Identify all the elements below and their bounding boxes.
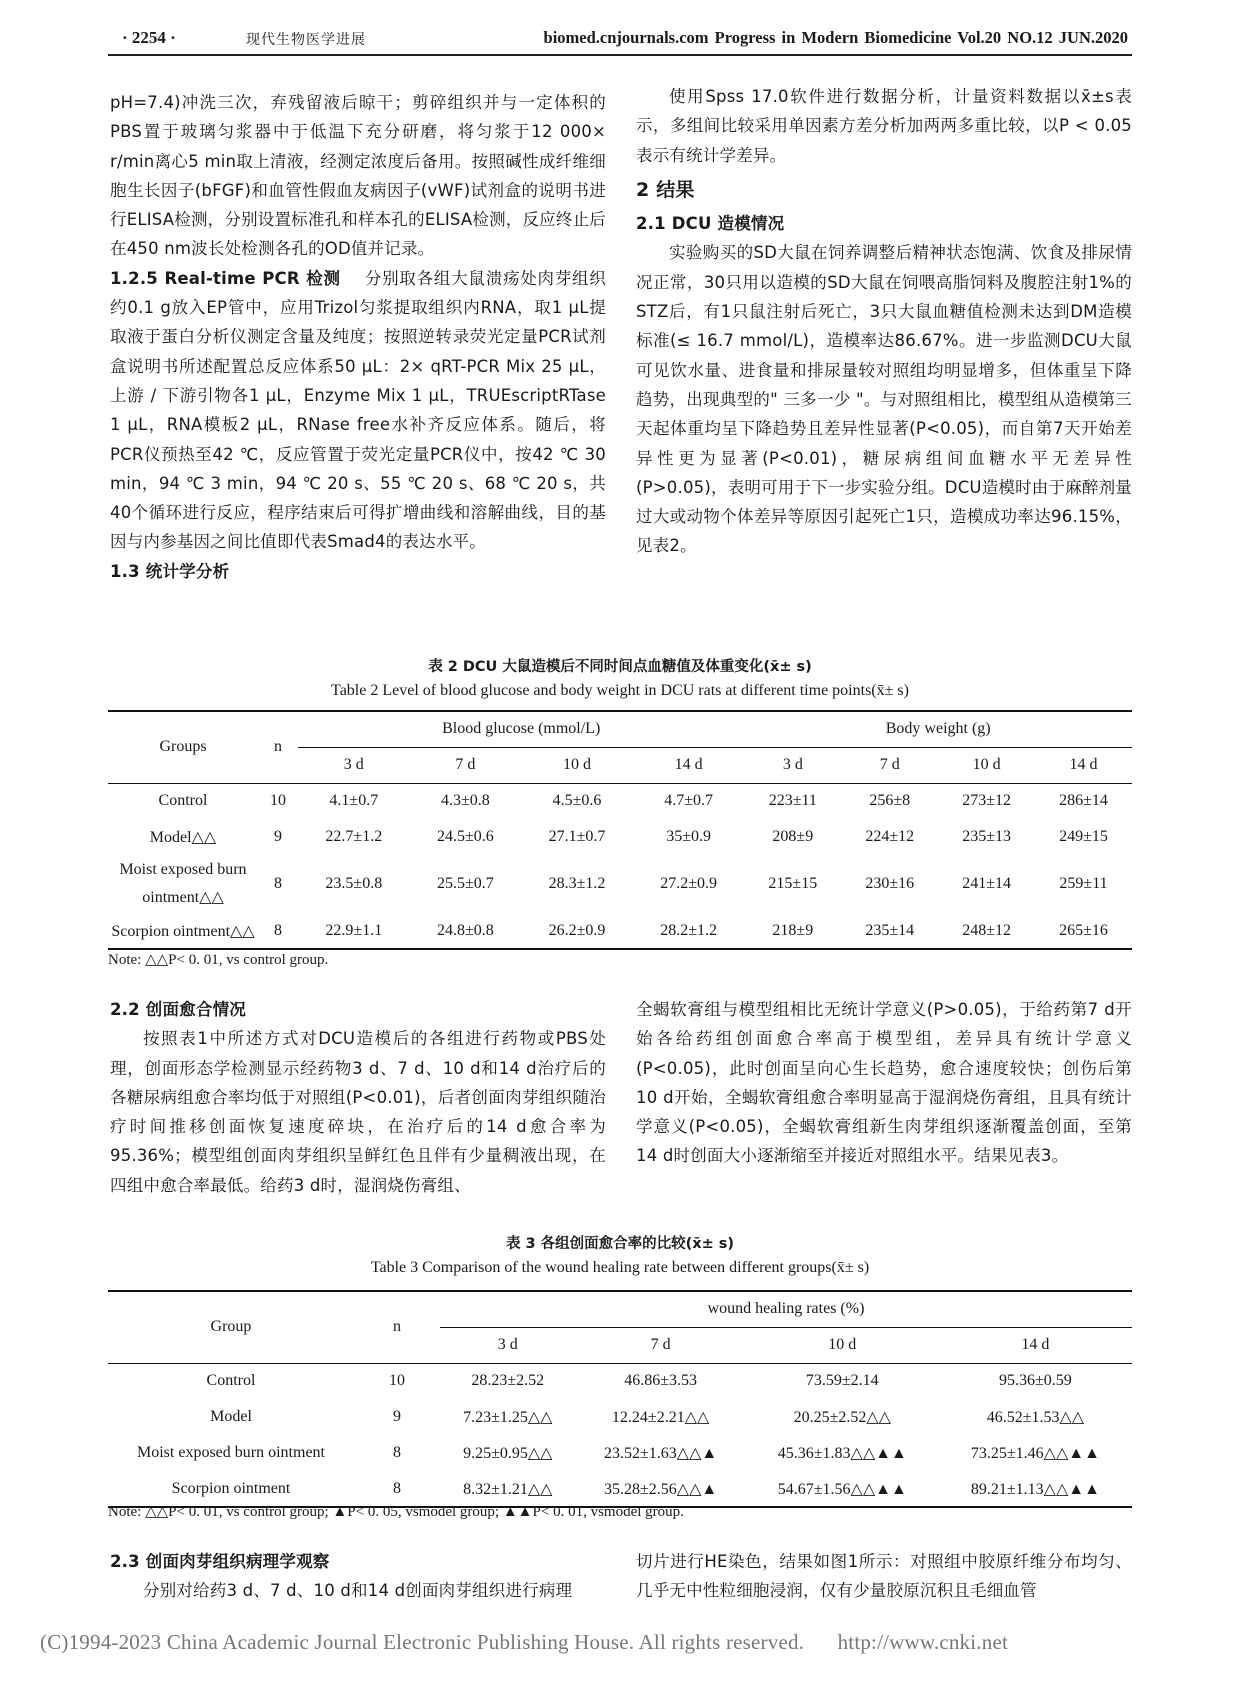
day-header: 7 d [576, 1327, 746, 1363]
value-cell: 45.36±1.83△△▲▲ [777, 1445, 907, 1462]
value-cell: 265±16 [1035, 913, 1132, 949]
value-cell: 25.5±0.7 [437, 875, 494, 892]
value-cell: 286±14 [1059, 792, 1108, 810]
group-cell [108, 855, 258, 913]
day-header: 14 d [939, 1327, 1132, 1363]
value-cell: 27.2±0.9 [660, 875, 717, 892]
value-cell: 89.21±1.13△△▲▲ [939, 1471, 1132, 1507]
section-heading: 2 结果 [636, 178, 695, 201]
day-header: 14 d [1035, 747, 1132, 783]
value-cell: 208±9 [772, 828, 814, 845]
value-cell: 73.25±1.46△△▲▲ [970, 1445, 1100, 1462]
table2 [108, 710, 1132, 950]
value-cell: 28.2±1.2 [633, 913, 745, 949]
value-cell: 24.5±0.6 [437, 828, 494, 845]
table-row [108, 1399, 1132, 1435]
day-header: 10 d [521, 747, 633, 783]
value-cell: 46.52±1.53△△ [986, 1409, 1085, 1426]
table2-caption [108, 655, 1132, 700]
subsection-heading: 1.3 统计学分析 [110, 561, 230, 581]
col-n: n [354, 1291, 440, 1363]
table-row [108, 913, 1132, 949]
value-cell: 249±15 [1059, 828, 1108, 845]
table3-caption [108, 1232, 1132, 1277]
value-cell: 46.86±3.53 [624, 1372, 698, 1390]
day-header: 7 d [841, 747, 938, 783]
value-cell: 95.36±0.59 [999, 1372, 1072, 1390]
group-cell: Moist exposed burn ointment [137, 1444, 325, 1461]
page-header [108, 26, 1132, 56]
value-cell: 4.3±0.8 [441, 792, 490, 810]
day-header: 3 d [440, 1327, 576, 1363]
table3-caption-en: Table 3 Comparison of the wound healing rate between different groups(x̄± s) [370, 1259, 870, 1276]
value-cell: 23.52±1.63△△▲ [604, 1445, 718, 1462]
day-header: 3 d [744, 747, 841, 783]
value-cell: 223±11 [768, 792, 817, 810]
table-row [108, 1435, 1132, 1471]
value-cell: 235±13 [962, 828, 1011, 845]
table2-caption-cn: 表 2 DCU 大鼠造模后不同时间点血糖值及体重变化(x̄± s) [428, 659, 812, 675]
value-cell: 218±9 [744, 913, 841, 949]
col-groups: Groups [108, 711, 258, 783]
day-header: 14 d [633, 747, 745, 783]
table3 [108, 1290, 1132, 1508]
blood-glucose-header: Blood glucose (mmol/L) [298, 711, 744, 747]
value-cell: 4.7±0.7 [664, 792, 713, 810]
value-cell: 12.24±2.21△△ [611, 1409, 710, 1426]
value-cell: 22.9±1.1 [298, 913, 410, 949]
subsection-heading: 2.1 DCU 造模情况 [636, 214, 785, 234]
value-cell: 235±14 [841, 913, 938, 949]
n-cell: 8 [258, 913, 298, 949]
paragraph: 切片进行HE染色，结果如图1所示：对照组中胶原纤维分布均匀、几乎无中性粒细胞浸润，仅有少量胶原沉积且毛细血管 [636, 1552, 1132, 1601]
value-cell: 7.23±1.25△△ [463, 1409, 553, 1426]
table2-note: Note: △△P< 0. 01, vs control group. [108, 952, 329, 968]
table-row [108, 1363, 1132, 1399]
table-row [108, 819, 1132, 855]
table3-note: Note: △△P< 0. 01, vs control group; ▲P< 0. 05, vsmodel group; ▲▲P< 0. 01, vsmodel group. [108, 1504, 684, 1520]
left-column-middle [110, 995, 606, 1200]
right-column-top [636, 82, 1132, 561]
group-cell: Model [210, 1408, 252, 1425]
right-column-middle [636, 995, 1132, 1171]
value-cell: 224±12 [865, 828, 915, 845]
n-cell: 10 [270, 792, 286, 810]
value-cell: 22.7±1.2 [325, 828, 383, 845]
col-group: Group [108, 1291, 354, 1363]
group-name-line1: Moist exposed burn [119, 861, 247, 878]
value-cell: 8.32±1.21△△ [440, 1471, 576, 1507]
table-row [108, 783, 1132, 819]
left-column-bottom [110, 1547, 606, 1606]
value-cell: 248±12 [938, 913, 1035, 949]
value-cell: 26.2±0.9 [521, 913, 633, 949]
copyright-footer [40, 1630, 1036, 1655]
day-header: 10 d [938, 747, 1035, 783]
value-cell: 35±0.9 [666, 828, 711, 845]
day-header: 3 d [298, 747, 410, 783]
day-header: 10 d [746, 1327, 939, 1363]
page-number: · 2254 · [122, 28, 176, 47]
value-cell: 241±14 [962, 875, 1011, 892]
paragraph: 按照表1中所述方式对DCU造模后的各组进行药物或PBS处理，创面形态学检测显示经药物3 d、7 d、10 d和14 d治疗后的各糖尿病组愈合率均低于对照组(P<0.01)，后者创面肉芽组织随治疗时间推移创面恢复速度碎块，在治疗后的14 d愈合率为95.36%；模型组创面肉芽组织呈鲜红色且伴有少量稠液出现，在四组中愈合率最低。给药3 d时，湿润烧伤膏组、 [110, 1029, 606, 1195]
value-cell: 23.5±0.8 [325, 875, 383, 892]
paragraph: 实验购买的SD大鼠在饲养调整后精神状态饱满、饮食及排尿情况正常，30只用以造模的SD大鼠在饲喂高脂饲料及腹腔注射1%的STZ后，有1只鼠注射后死亡，3只大鼠血糖值检测未达到DM造模标准(≤ 16.7 mmol/L)，造模率达86.67%。进一步监测DCU大鼠可见饮水量、进食量和排尿量较对照组均明显增多，但体重呈下降趋势，出现典型的" 三多一少 "。与对照组相比，模型组从造模第三天起体重均呈下降趋势且差异性显著(P<0.05)，而自第7天开始差异性更为显著(P<0.01)，糖尿病组间血糖水平无差异性(P>0.05)，表明可用于下一步实验分组。DCU造模时由于麻醉剂量过大或动物个体差异等原因引起死亡1只，造模成功率达96.15%，见表2。 [636, 243, 1132, 556]
value-cell: 20.25±2.52△△ [793, 1409, 891, 1426]
col-n: n [258, 711, 298, 783]
body-weight-header: Body weight (g) [744, 711, 1132, 747]
value-cell: 28.3±1.2 [548, 875, 606, 892]
subsection-heading: 2.2 创面愈合情况 [110, 1000, 246, 1019]
value-cell: 9.25±0.95△△ [463, 1445, 553, 1462]
n-cell: 8 [274, 875, 282, 892]
value-cell: 27.1±0.7 [548, 828, 606, 845]
value-cell: 273±12 [962, 792, 1011, 810]
table-row [108, 855, 1132, 913]
group-cell: Model△△ [149, 829, 217, 846]
subsection-heading: 2.3 创面肉芽组织病理学观察 [110, 1552, 330, 1571]
value-cell: 230±16 [865, 875, 915, 892]
footer-url[interactable]: http://www.cnki.net [837, 1630, 1008, 1654]
value-cell: 4.5±0.6 [552, 792, 602, 810]
paragraph: 分别对给药3 d、7 d、10 d和14 d创面肉芽组织进行病理 [143, 1581, 573, 1601]
group-cell: Control [206, 1372, 256, 1390]
value-cell: 73.59±2.14 [805, 1372, 879, 1390]
value-cell: 35.28±2.56△△▲ [576, 1471, 746, 1507]
day-header: 7 d [410, 747, 522, 783]
copyright-text: (C)1994-2023 China Academic Journal Electronic Publishing House. All rights reserved. [40, 1630, 805, 1654]
subsection-heading: 1.2.5 Real-time PCR 检测 [110, 268, 341, 288]
journal-title-cn: 现代生物医学进展 [246, 32, 366, 48]
group-cell: Control [158, 792, 208, 810]
value-cell: 54.67±1.56△△▲▲ [746, 1471, 939, 1507]
value-cell: 24.8±0.8 [410, 913, 522, 949]
n-cell: 10 [389, 1372, 405, 1390]
value-cell: 4.1±0.7 [329, 792, 379, 810]
value-cell: 28.23±2.52 [471, 1372, 545, 1390]
group-name-line2: ointment△△ [142, 889, 224, 906]
n-cell: 8 [393, 1444, 401, 1461]
paragraph: pH=7.4)冲洗三次，弃残留液后晾干；剪碎组织并与一定体积的PBS置于玻璃匀浆器中于低温下充分研磨，将匀浆于12 000× r/min离心5 min取上清液，经测定浓度后备用。按照碱性成纤维细胞生长因子(bFGF)和血管性假血友病因子(vWF)试剂盒的说明书进行ELISA检测，分别设置标准孔和样本孔的ELISA检测，反应终止后在450 nm波长处检测各孔的OD值并记录。 [110, 93, 606, 259]
wound-rate-header: wound healing rates (%) [440, 1291, 1132, 1327]
paragraph: 全蝎软膏组与模型组相比无统计学意义(P>0.05)，于给药第7 d开始各给药组创面愈合率高于模型组，差异具有统计学意义(P<0.05)，此时创面呈向心生长趋势，愈合速度较快；创伤后第10 d开始，全蝎软膏组愈合率明显高于湿润烧伤膏组，且具有统计学意义(P<0.05)，全蝎软膏组新生肉芽组织逐渐覆盖创面，至第14 d时创面大小逐渐缩至并接近对照组水平。结果见表3。 [636, 1000, 1132, 1166]
table3-caption-cn: 表 3 各组创面愈合率的比较(x̄± s) [505, 1236, 735, 1252]
n-cell: 9 [274, 828, 282, 845]
paragraph: 使用Spss 17.0软件进行数据分析，计量资料数据以x̄±s表示，多组间比较采用单因素方差分析加两两多重比较，以P < 0.05表示有统计学差异。 [636, 87, 1132, 165]
right-column-bottom [636, 1547, 1132, 1606]
n-cell: 8 [354, 1471, 440, 1507]
group-cell: Scorpion ointment [108, 1471, 354, 1507]
section-1-2-5 [110, 264, 606, 557]
n-cell: 9 [393, 1408, 401, 1425]
value-cell: 256±8 [869, 792, 911, 810]
table2-caption-en: Table 2 Level of blood glucose and body weight in DCU rats at different time points(x̄± s) [331, 682, 909, 699]
paragraph: 分别取各组大鼠溃疡处肉芽组织约0.1 g放入EP管中，应用Trizol匀浆提取组织内RNA，取1 μL提取液于蛋白分析仪测定含量及纯度；按照逆转录荧光定量PCR试剂盒说明书所述配置总反应体系50 μL：2× qRT-PCR Mix 25 μL，上游 / 下游引物各1 μL，Enzyme Mix 1 μL，TRUEscriptRTase 1 μL，RNA模板2 μL，RNase free水补齐反应体系。随后，将PCR仪预热至42 ℃，反应管置于荧光定量PCR仪中，按42 ℃ 30 min，94 ℃ 3 min，94 ℃ 20 s、55 ℃ 20 s、68 ℃ 20 s，共40个循环进行反应，程序结束后可得扩增曲线和溶解曲线，目的基因与内参基因之间比值即代表Smad4的表达水平。 [110, 268, 606, 552]
value-cell: 215±15 [768, 875, 818, 892]
journal-info: biomed.cnjournals.com Progress in Modern Biomedicine Vol.20 NO.12 JUN.2020 [543, 28, 1128, 47]
left-column-top [110, 88, 606, 586]
group-cell: Scorpion ointment△△ [108, 913, 258, 949]
value-cell: 259±11 [1059, 875, 1108, 892]
